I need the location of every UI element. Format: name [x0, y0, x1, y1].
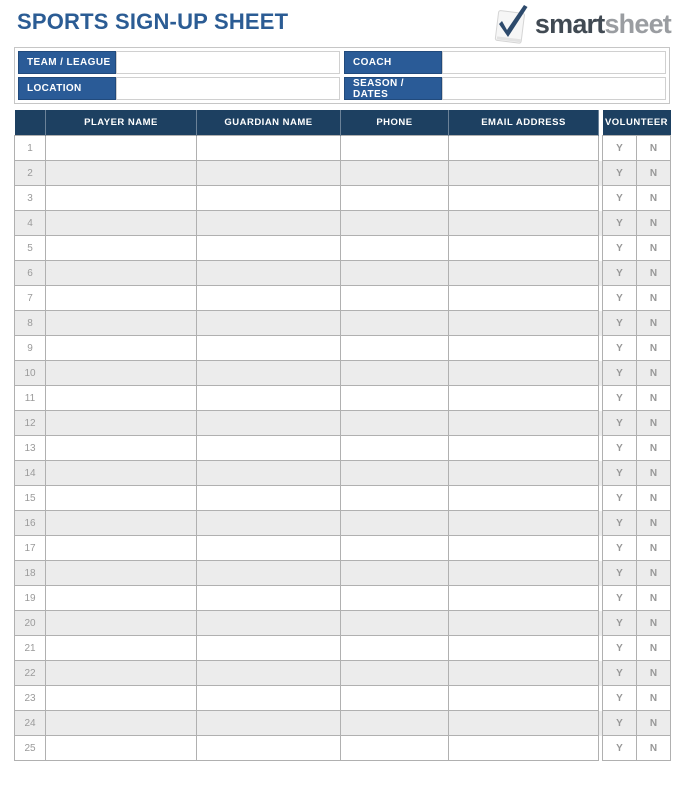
player-name-cell[interactable] — [46, 286, 197, 311]
season-dates-input[interactable] — [442, 77, 666, 100]
table-row — [15, 161, 671, 186]
table-row — [15, 736, 671, 761]
volunteer-no-cell[interactable]: N — [637, 161, 671, 186]
table-row — [15, 336, 671, 361]
table-row — [15, 236, 671, 261]
guardian-name-cell[interactable] — [197, 636, 341, 661]
email-cell[interactable] — [449, 686, 599, 711]
logo-sheet: sheet — [604, 9, 671, 39]
email-cell[interactable] — [449, 211, 599, 236]
table-row — [15, 536, 671, 561]
row-number-cell: 6 — [15, 261, 46, 286]
phone-cell[interactable] — [341, 686, 449, 711]
guardian-name-header: GUARDIAN NAME — [197, 110, 341, 136]
guardian-name-cell[interactable] — [197, 311, 341, 336]
table-row — [15, 311, 671, 336]
player-name-cell[interactable] — [46, 736, 197, 761]
volunteer-yes-cell[interactable]: Y — [603, 636, 637, 661]
guardian-name-cell[interactable] — [197, 286, 341, 311]
guardian-name-cell[interactable] — [197, 486, 341, 511]
player-name-cell[interactable] — [46, 436, 197, 461]
location-input[interactable] — [116, 77, 340, 100]
row-number-cell: 10 — [15, 361, 46, 386]
volunteer-yes-cell[interactable]: Y — [603, 711, 637, 736]
row-number-cell: 8 — [15, 311, 46, 336]
volunteer-header: VOLUNTEER — [603, 110, 671, 136]
table-row — [15, 436, 671, 461]
row-number-cell: 4 — [15, 211, 46, 236]
email-cell[interactable] — [449, 586, 599, 611]
table-row — [15, 286, 671, 311]
location-label: LOCATION — [18, 77, 116, 100]
email-cell[interactable] — [449, 261, 599, 286]
guardian-name-cell[interactable] — [197, 186, 341, 211]
volunteer-yes-cell[interactable]: Y — [603, 436, 637, 461]
table-row — [15, 386, 671, 411]
volunteer-no-cell[interactable]: N — [637, 711, 671, 736]
volunteer-no-cell[interactable]: N — [637, 411, 671, 436]
row-number-cell: 11 — [15, 386, 46, 411]
volunteer-yes-cell[interactable]: Y — [603, 661, 637, 686]
row-number-cell: 15 — [15, 486, 46, 511]
guardian-name-cell[interactable] — [197, 661, 341, 686]
player-name-cell[interactable] — [46, 611, 197, 636]
table-row — [15, 361, 671, 386]
team-league-input[interactable] — [116, 51, 340, 74]
volunteer-no-cell[interactable]: N — [637, 686, 671, 711]
guardian-name-cell[interactable] — [197, 711, 341, 736]
phone-cell[interactable] — [341, 336, 449, 361]
guardian-name-cell[interactable] — [197, 736, 341, 761]
guardian-name-cell[interactable] — [197, 536, 341, 561]
guardian-name-cell[interactable] — [197, 211, 341, 236]
row-number-cell: 7 — [15, 286, 46, 311]
player-name-cell[interactable] — [46, 711, 197, 736]
volunteer-yes-cell[interactable]: Y — [603, 586, 637, 611]
volunteer-no-cell[interactable]: N — [637, 586, 671, 611]
field-row-1 — [18, 51, 666, 74]
guardian-name-cell[interactable] — [197, 686, 341, 711]
phone-cell[interactable] — [341, 386, 449, 411]
volunteer-yes-cell[interactable]: Y — [603, 286, 637, 311]
email-cell[interactable] — [449, 236, 599, 261]
field-row-2 — [18, 77, 666, 100]
player-name-cell[interactable] — [46, 536, 197, 561]
row-number-cell: 5 — [15, 236, 46, 261]
player-name-cell[interactable] — [46, 686, 197, 711]
logo-smart: smart — [534, 9, 605, 39]
email-cell[interactable] — [449, 336, 599, 361]
email-cell[interactable] — [449, 561, 599, 586]
phone-cell[interactable] — [341, 511, 449, 536]
player-name-cell[interactable] — [46, 636, 197, 661]
coach-label: COACH — [344, 51, 442, 74]
guardian-name-cell[interactable] — [197, 561, 341, 586]
email-cell[interactable] — [449, 311, 599, 336]
volunteer-no-cell[interactable]: N — [637, 236, 671, 261]
team-league-label: TEAM / LEAGUE — [18, 51, 116, 74]
volunteer-yes-cell[interactable]: Y — [603, 411, 637, 436]
table-header-row — [15, 110, 671, 136]
row-number-cell: 3 — [15, 186, 46, 211]
coach-input[interactable] — [442, 51, 666, 74]
volunteer-no-cell[interactable]: N — [637, 511, 671, 536]
player-name-cell[interactable] — [46, 186, 197, 211]
volunteer-no-cell[interactable]: N — [637, 461, 671, 486]
phone-cell[interactable] — [341, 611, 449, 636]
volunteer-no-cell[interactable]: N — [637, 361, 671, 386]
volunteer-yes-cell[interactable]: Y — [603, 611, 637, 636]
row-number-cell: 17 — [15, 536, 46, 561]
phone-cell[interactable] — [341, 461, 449, 486]
row-number-cell: 21 — [15, 636, 46, 661]
volunteer-yes-cell[interactable]: Y — [603, 561, 637, 586]
row-number-cell: 25 — [15, 736, 46, 761]
email-address-header: EMAIL ADDRESS — [449, 110, 599, 136]
guardian-name-cell[interactable] — [197, 361, 341, 386]
signup-table-body — [15, 136, 671, 761]
email-cell[interactable] — [449, 461, 599, 486]
row-number-cell: 13 — [15, 436, 46, 461]
volunteer-no-cell[interactable]: N — [637, 186, 671, 211]
volunteer-no-cell[interactable]: N — [637, 136, 671, 161]
player-name-cell[interactable] — [46, 486, 197, 511]
table-row — [15, 461, 671, 486]
player-name-cell[interactable] — [46, 386, 197, 411]
table-row — [15, 511, 671, 536]
email-cell[interactable] — [449, 636, 599, 661]
guardian-name-cell[interactable] — [197, 386, 341, 411]
signup-table — [14, 110, 671, 761]
player-name-cell[interactable] — [46, 661, 197, 686]
volunteer-yes-cell[interactable]: Y — [603, 736, 637, 761]
volunteer-no-cell[interactable]: N — [637, 261, 671, 286]
player-name-cell[interactable] — [46, 586, 197, 611]
player-name-cell[interactable] — [46, 236, 197, 261]
phone-cell[interactable] — [341, 486, 449, 511]
player-name-cell[interactable] — [46, 261, 197, 286]
row-number-header — [15, 110, 46, 136]
player-name-cell[interactable] — [46, 411, 197, 436]
page-title: SPORTS SIGN-UP SHEET — [17, 9, 289, 34]
email-cell[interactable] — [449, 611, 599, 636]
volunteer-no-cell[interactable]: N — [637, 536, 671, 561]
row-number-cell: 20 — [15, 611, 46, 636]
phone-cell[interactable] — [341, 136, 449, 161]
player-name-cell[interactable] — [46, 161, 197, 186]
row-number-cell: 19 — [15, 586, 46, 611]
email-cell[interactable] — [449, 386, 599, 411]
row-number-cell: 2 — [15, 161, 46, 186]
player-name-cell[interactable] — [46, 136, 197, 161]
email-cell[interactable] — [449, 536, 599, 561]
phone-cell[interactable] — [341, 586, 449, 611]
phone-cell[interactable] — [341, 561, 449, 586]
volunteer-no-cell[interactable]: N — [637, 661, 671, 686]
player-name-cell[interactable] — [46, 336, 197, 361]
phone-cell[interactable] — [341, 161, 449, 186]
volunteer-no-cell[interactable]: N — [637, 211, 671, 236]
email-cell[interactable] — [449, 436, 599, 461]
player-name-cell[interactable] — [46, 311, 197, 336]
guardian-name-cell[interactable] — [197, 161, 341, 186]
player-name-header: PLAYER NAME — [46, 110, 197, 136]
phone-cell[interactable] — [341, 436, 449, 461]
guardian-name-cell[interactable] — [197, 411, 341, 436]
checkmark-page-icon — [492, 4, 530, 45]
table-row — [15, 411, 671, 436]
row-number-cell: 1 — [15, 136, 46, 161]
table-row — [15, 211, 671, 236]
volunteer-no-cell[interactable]: N — [637, 611, 671, 636]
table-row — [15, 661, 671, 686]
table-row — [15, 136, 671, 161]
phone-header: PHONE — [341, 110, 449, 136]
email-cell[interactable] — [449, 286, 599, 311]
guardian-name-cell[interactable] — [197, 336, 341, 361]
volunteer-yes-cell[interactable]: Y — [603, 461, 637, 486]
table-row — [15, 686, 671, 711]
phone-cell[interactable] — [341, 186, 449, 211]
volunteer-yes-cell[interactable]: Y — [603, 386, 637, 411]
volunteer-yes-cell[interactable]: Y — [603, 136, 637, 161]
volunteer-yes-cell[interactable]: Y — [603, 361, 637, 386]
phone-cell[interactable] — [341, 311, 449, 336]
smartsheet-wordmark — [535, 4, 671, 45]
phone-cell[interactable] — [341, 211, 449, 236]
row-number-cell: 23 — [15, 686, 46, 711]
phone-cell[interactable] — [341, 711, 449, 736]
volunteer-yes-cell[interactable]: Y — [603, 486, 637, 511]
row-number-cell: 14 — [15, 461, 46, 486]
smartsheet-logo — [492, 4, 671, 45]
email-cell[interactable] — [449, 161, 599, 186]
email-cell[interactable] — [449, 361, 599, 386]
phone-cell[interactable] — [341, 736, 449, 761]
phone-cell[interactable] — [341, 536, 449, 561]
volunteer-yes-cell[interactable]: Y — [603, 536, 637, 561]
guardian-name-cell[interactable] — [197, 461, 341, 486]
season-dates-label: SEASON / DATES — [344, 77, 442, 100]
guardian-name-cell[interactable] — [197, 436, 341, 461]
row-number-cell: 12 — [15, 411, 46, 436]
row-number-cell: 16 — [15, 511, 46, 536]
email-cell[interactable] — [449, 186, 599, 211]
info-fields-box — [14, 47, 670, 104]
email-cell[interactable] — [449, 661, 599, 686]
volunteer-yes-cell[interactable]: Y — [603, 161, 637, 186]
volunteer-yes-cell[interactable]: Y — [603, 311, 637, 336]
volunteer-no-cell[interactable]: N — [637, 636, 671, 661]
row-number-cell: 24 — [15, 711, 46, 736]
phone-cell[interactable] — [341, 236, 449, 261]
email-cell[interactable] — [449, 736, 599, 761]
volunteer-no-cell[interactable]: N — [637, 561, 671, 586]
guardian-name-cell[interactable] — [197, 236, 341, 261]
player-name-cell[interactable] — [46, 361, 197, 386]
player-name-cell[interactable] — [46, 211, 197, 236]
volunteer-yes-cell[interactable]: Y — [603, 511, 637, 536]
guardian-name-cell[interactable] — [197, 586, 341, 611]
phone-cell[interactable] — [341, 361, 449, 386]
table-row — [15, 711, 671, 736]
volunteer-no-cell[interactable]: N — [637, 486, 671, 511]
table-row — [15, 486, 671, 511]
guardian-name-cell[interactable] — [197, 511, 341, 536]
row-number-cell: 22 — [15, 661, 46, 686]
table-row — [15, 611, 671, 636]
volunteer-yes-cell[interactable]: Y — [603, 236, 637, 261]
table-row — [15, 561, 671, 586]
guardian-name-cell[interactable] — [197, 136, 341, 161]
email-cell[interactable] — [449, 486, 599, 511]
volunteer-no-cell[interactable]: N — [637, 386, 671, 411]
volunteer-yes-cell[interactable]: Y — [603, 186, 637, 211]
phone-cell[interactable] — [341, 636, 449, 661]
table-row — [15, 261, 671, 286]
phone-cell[interactable] — [341, 661, 449, 686]
volunteer-no-cell[interactable]: N — [637, 311, 671, 336]
volunteer-no-cell[interactable]: N — [637, 336, 671, 361]
volunteer-yes-cell[interactable]: Y — [603, 211, 637, 236]
guardian-name-cell[interactable] — [197, 611, 341, 636]
email-cell[interactable] — [449, 511, 599, 536]
volunteer-yes-cell[interactable]: Y — [603, 686, 637, 711]
volunteer-yes-cell[interactable]: Y — [603, 261, 637, 286]
phone-cell[interactable] — [341, 411, 449, 436]
table-row — [15, 586, 671, 611]
guardian-name-cell[interactable] — [197, 261, 341, 286]
email-cell[interactable] — [449, 411, 599, 436]
table-row — [15, 636, 671, 661]
volunteer-no-cell[interactable]: N — [637, 436, 671, 461]
player-name-cell[interactable] — [46, 511, 197, 536]
phone-cell[interactable] — [341, 261, 449, 286]
phone-cell[interactable] — [341, 286, 449, 311]
volunteer-no-cell[interactable]: N — [637, 286, 671, 311]
row-number-cell: 9 — [15, 336, 46, 361]
player-name-cell[interactable] — [46, 561, 197, 586]
email-cell[interactable] — [449, 136, 599, 161]
email-cell[interactable] — [449, 711, 599, 736]
row-number-cell: 18 — [15, 561, 46, 586]
volunteer-yes-cell[interactable]: Y — [603, 336, 637, 361]
table-row — [15, 186, 671, 211]
player-name-cell[interactable] — [46, 461, 197, 486]
volunteer-no-cell[interactable]: N — [637, 736, 671, 761]
